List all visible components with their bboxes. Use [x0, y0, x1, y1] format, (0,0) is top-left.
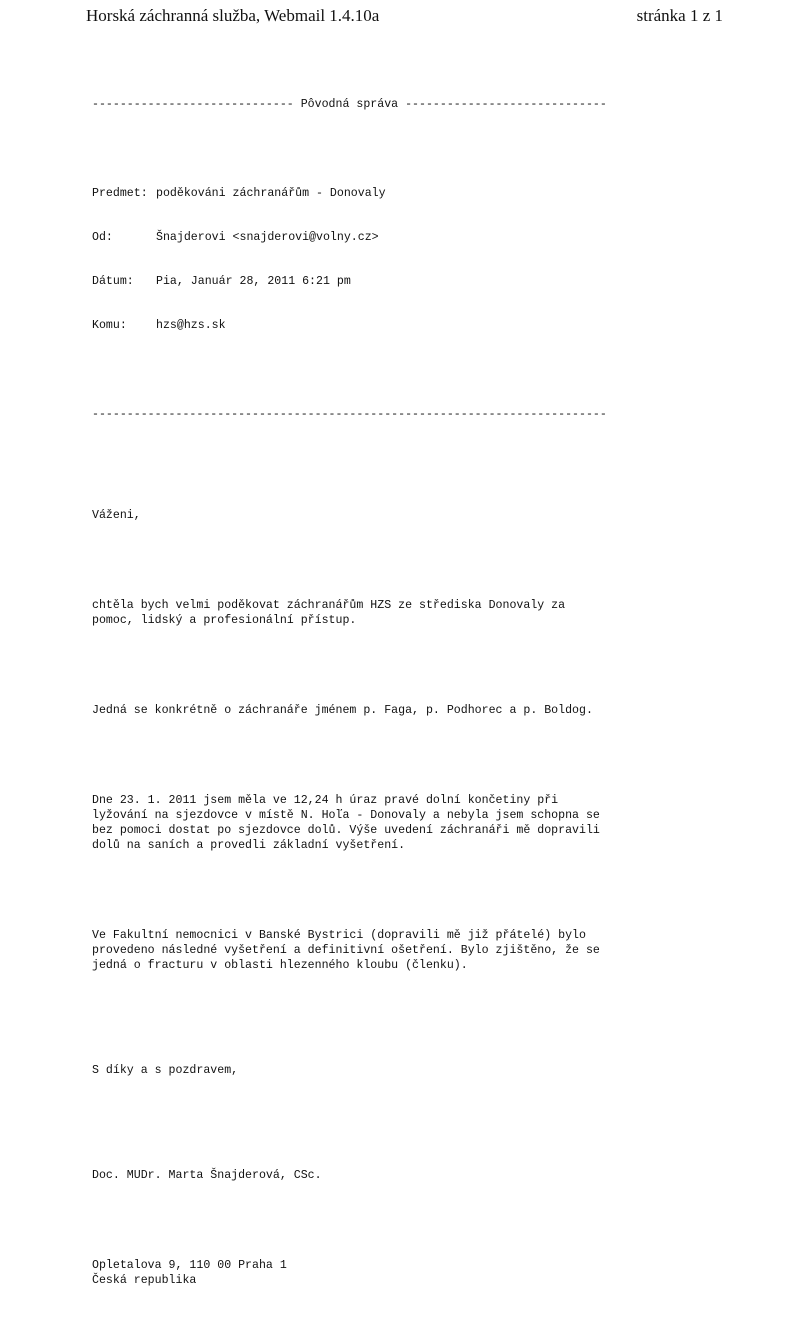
closing: S díky a s pozdravem, [92, 1064, 239, 1077]
date-label: Dátum: [92, 275, 134, 288]
from-value: Šnajderovi <snajderovi@volny.cz> [156, 231, 379, 244]
header-end-separator: -------------------------------------------------------------------------- [92, 408, 607, 421]
date-row [92, 275, 607, 289]
email-body [92, 478, 607, 1318]
address: Opletalova 9, 110 00 Praha 1 Česká republika [92, 1259, 287, 1287]
original-message-separator: ----------------------------- Pôvodná správa ----------------------------- [92, 98, 607, 111]
to-value: hzs@hzs.sk [156, 319, 226, 332]
subject-label: Predmet: [92, 187, 148, 200]
from-row [92, 231, 607, 245]
paragraph-hospital: Ve Fakultní nemocnici v Banské Bystrici (dopravili mě již přátelé) bylo provedeno následné vyšetření a definitivní ošetření. Bylo zjištěno, že se jedná o fracturu v oblasti hlezenného kloubu (členku). [92, 929, 600, 972]
from-label: Od: [92, 231, 113, 244]
to-label: Komu: [92, 319, 127, 332]
email-message [92, 68, 607, 1333]
print-header-title: Horská záchranná služba, Webmail 1.4.10a [86, 6, 380, 25]
subject-value: poděkováni záchranářům - Donovaly [156, 187, 386, 200]
email-header-fields [92, 157, 607, 363]
to-row [92, 319, 607, 333]
print-header-page-number: stránka 1 z 1 [636, 6, 723, 25]
paragraph-incident: Dne 23. 1. 2011 jsem měla ve 12,24 h úraz pravé dolní končetiny při lyžování na sjezdovce v místě N. Hoľa - Donovaly a nebyla jsem schopna se bez pomoci dostat po sjezdovce dolů. Výše uvedení záchranáři mě dopravili dolů na saních a provedli základní vyšetření. [92, 794, 600, 852]
paragraph-rescuers: Jedná se konkrétně o záchranáře jménem p. Faga, p. Podhorec a p. Boldog. [92, 704, 593, 717]
signature: Doc. MUDr. Marta Šnajderová, CSc. [92, 1169, 322, 1182]
date-value: Pia, Január 28, 2011 6:21 pm [156, 275, 351, 288]
greeting: Váženi, [92, 509, 141, 522]
paragraph-thanks: chtěla bych velmi poděkovat záchranářům HZS ze střediska Donovaly za pomoc, lidský a profesionální přístup. [92, 599, 566, 627]
subject-row [92, 187, 607, 201]
